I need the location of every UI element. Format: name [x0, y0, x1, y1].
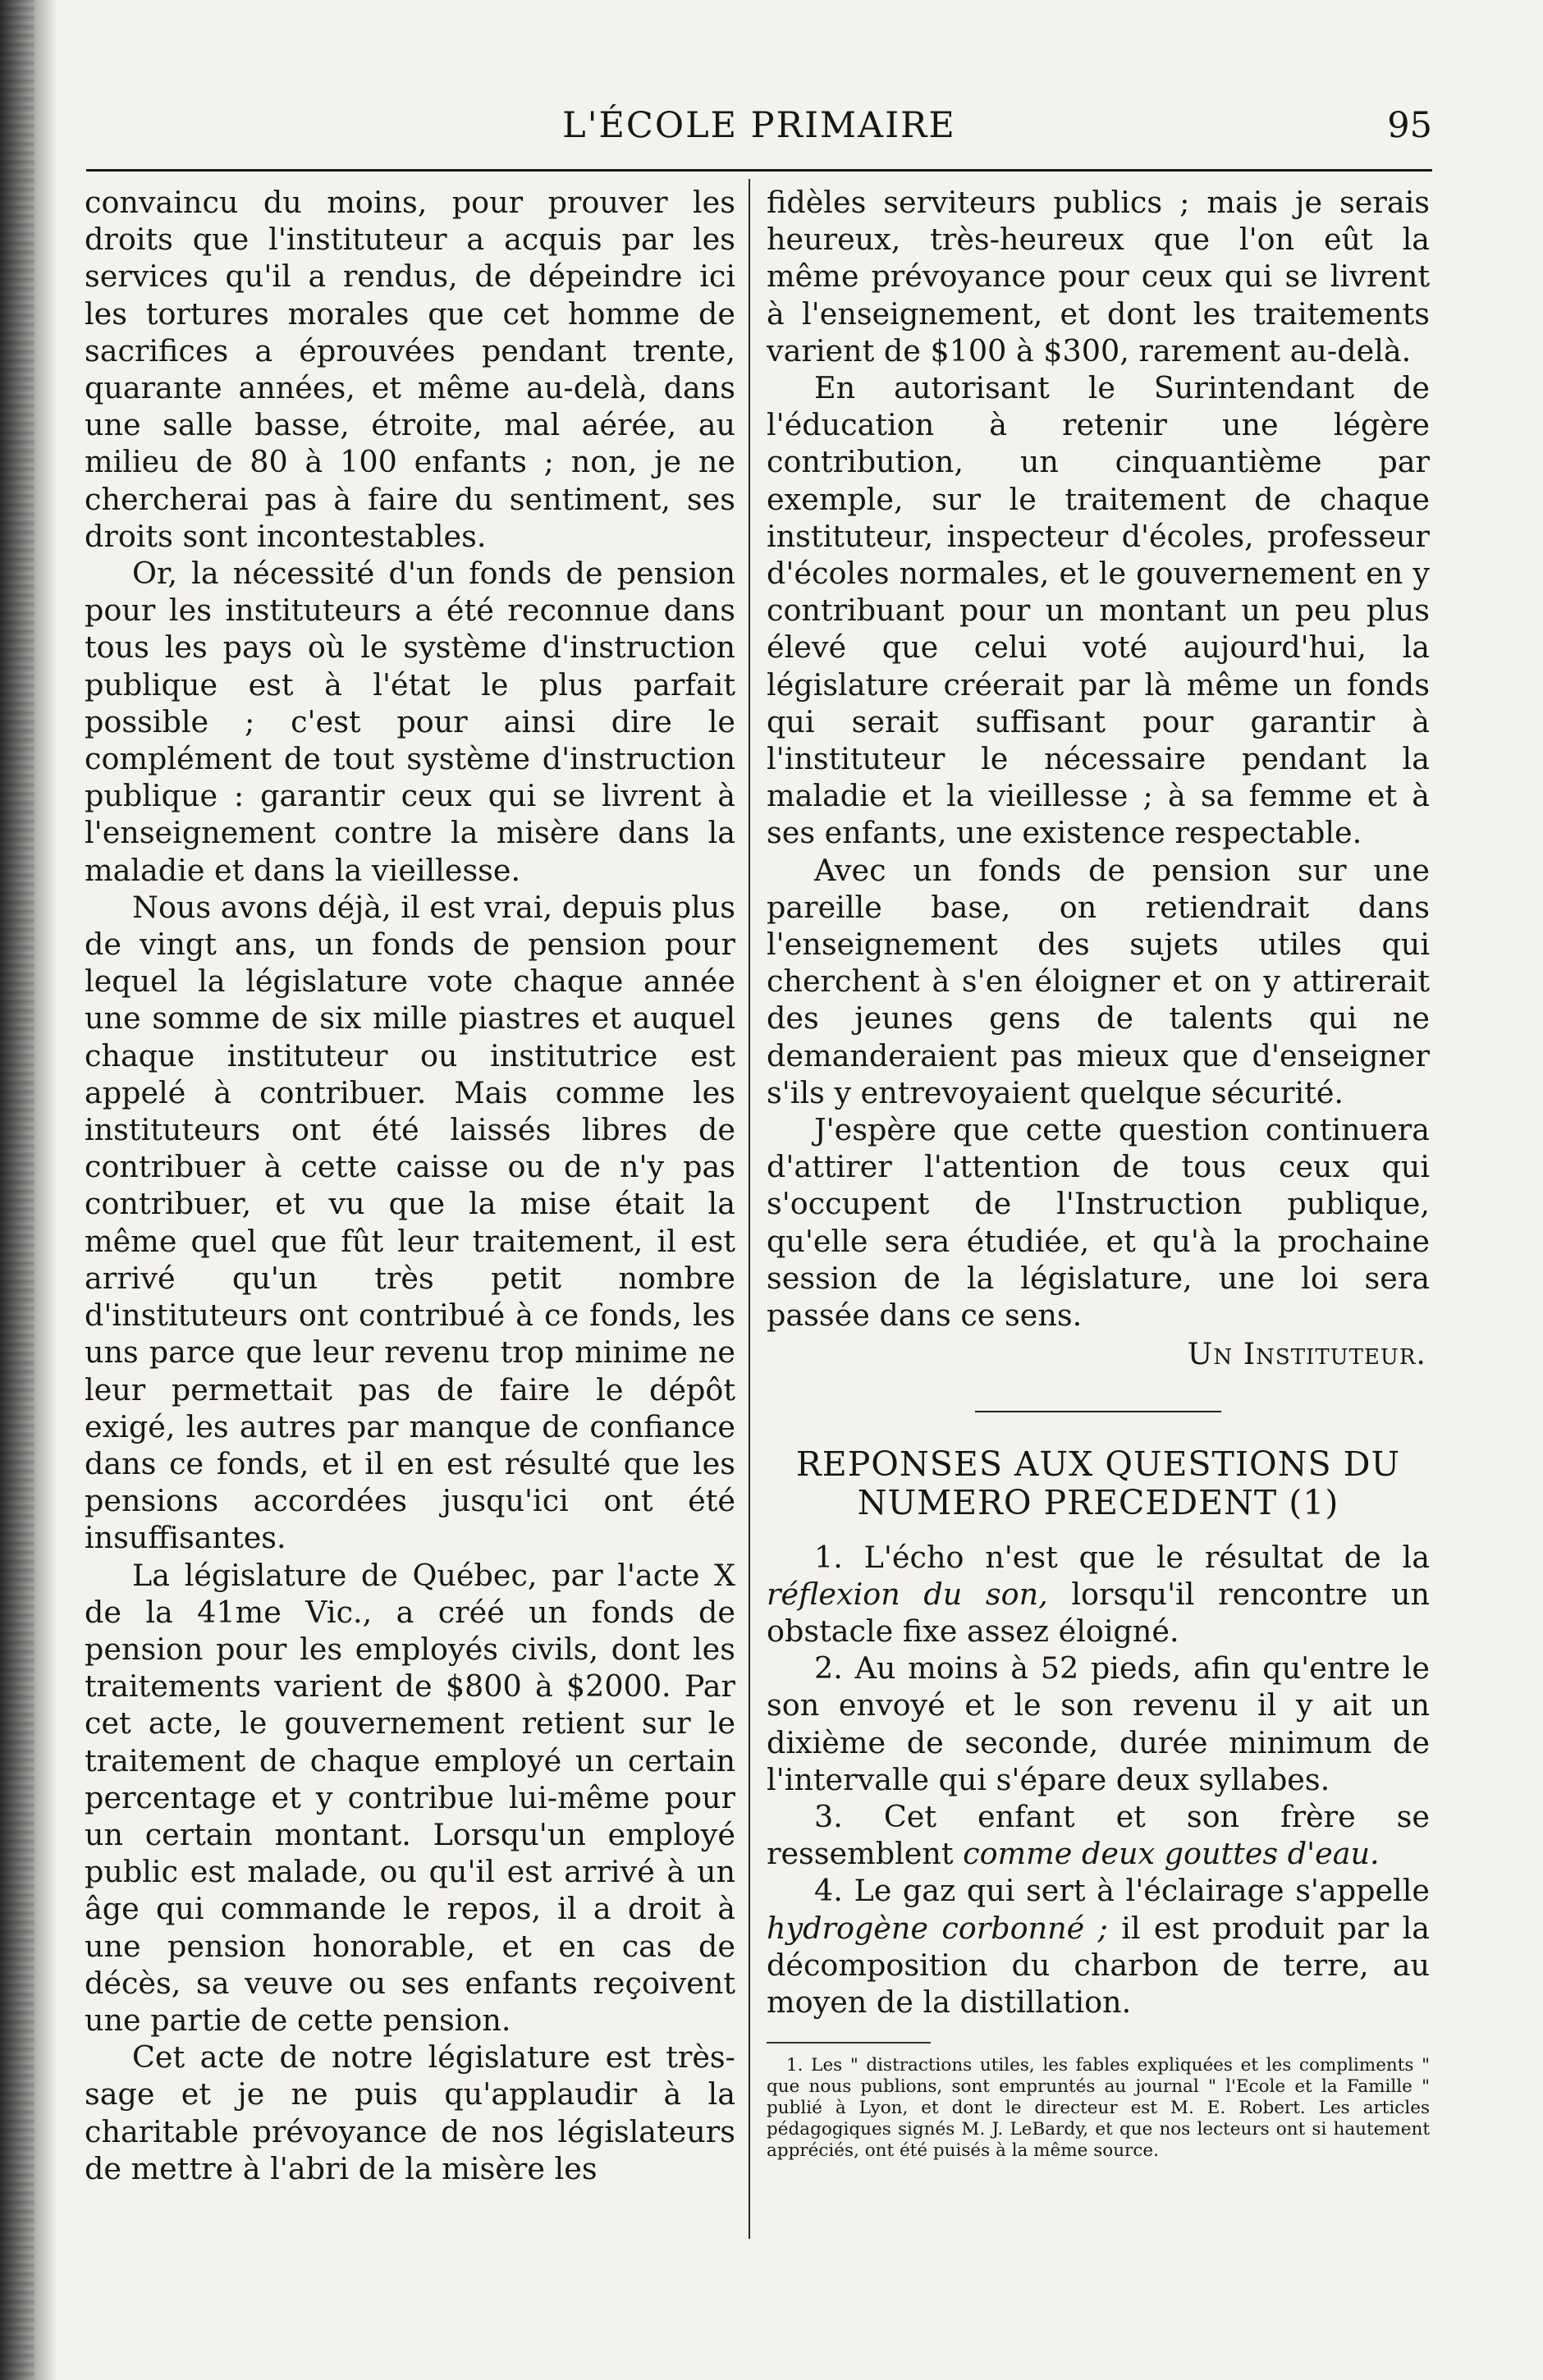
- answer-emphasis: réflexion du son,: [767, 1576, 1048, 1612]
- paragraph: convaincu du moins, pour prouver les droits que l'instituteur a acquis par les services qu'il a rendus, de dépeindre ici les tortures morales que cet homme de sacrifices a éprouvées pendant trente, quarante années, et même au-delà, dans une salle basse, étroite, mal aérée, au milieu de 80 à 100 enfants ; non, je ne chercherai pas à faire du sentiment, ses droits sont incontestables.: [85, 185, 735, 554]
- answer-text: 3. Cet enfant et son frère se ressemblent: [767, 1798, 1430, 1872]
- answer-1: [767, 1539, 1430, 1650]
- answer-emphasis: hydrogène corbonné ;: [767, 1910, 1108, 1946]
- answer-emphasis: comme deux gouttes d'eau.: [963, 1836, 1380, 1872]
- footnote-rule: [767, 2042, 931, 2044]
- column-divider: [749, 179, 750, 2239]
- answer-text: lorsqu'il rencontre un obstacle fixe assez éloigné.: [767, 1576, 1430, 1649]
- page-header: [86, 105, 1432, 162]
- answer-text: 1. L'écho n'est que le résultat de la: [814, 1539, 1430, 1575]
- answer-text: il est produit par la décomposition du charbon de terre, au moyen de la distillation.: [767, 1910, 1431, 2020]
- paragraph: La législature de Québec, par l'acte X de la 41me Vic., a créé un fonds de pension pour les employés civils, dont les traitements varient de $800 à $2000. Par cet acte, le gouvernement retient sur le traitement de chaque employé un certain percentage et y contribue lui-même pour un certain montant. Lorsqu'un employé public est malade, ou qu'il est arrivé à un âge qui commande le repos, il a droit à une pension honorable, et en cas de décès, sa veuve ou ses enfants reçoivent une partie de cette pension.: [85, 1557, 735, 2038]
- answer-4: [767, 1872, 1430, 2021]
- left-column: [85, 184, 735, 2187]
- paragraph: fidèles serviteurs publics ; mais je serais heureux, très-heureux que l'on eût la même prévoyance pour ceux qui se livrent à l'enseignement, et dont les traitements varient de $100 à $300, rarement au-delà.: [767, 185, 1430, 368]
- paragraph: En autorisant le Surintendant de l'éducation à retenir une légère contribution, un cinquantième par exemple, sur le traitement de chaque instituteur, inspecteur d'écoles, professeur d'écoles normales, et le gouvernement en y contribuant pour un montant un peu plus élevé que celui voté aujourd'hui, la législature créerait par là même un fonds qui serait suffisant pour garantir à l'instituteur le nécessaire pendant la maladie et la vieillesse ; à sa femme et à ses enfants, une existence respectable.: [767, 370, 1430, 851]
- section-title-line: NUMERO PRECEDENT (1): [857, 1482, 1339, 1522]
- paragraph: Or, la nécessité d'un fonds de pension pour les instituteurs a été reconnue dans tous les pays où le système d'instruction publique est à l'état le plus parfait possible ; c'est pour ainsi dire le complément de tout système d'instruction publique : garantir ceux qui se livrent à l'enseignement contre la misère dans la maladie et dans la vieillesse.: [85, 556, 735, 888]
- author-signature: Un Instituteur.: [1187, 1336, 1426, 1372]
- answer-2: 2. Au moins à 52 pieds, afin qu'entre le son envoyé et le son revenu il y ait un dixième de seconde, durée minimum de l'intervalle qui s'épare deux syllabes.: [767, 1650, 1430, 1797]
- footnote: [767, 2055, 1430, 2162]
- footnote-text: 1. Les " distractions utiles, les fables expliquées et les compliments " que nous publions, sont empruntés au journal " l'Ecole et la Famille " publié à Lyon, et dont le directeur est M. E. Robert. Les articles pédagogiques signés M. J. LeBardy, et que nos lecteurs ont si hautement appréciés, ont été puisés à la même source.: [767, 2055, 1430, 2162]
- paragraph: Avec un fonds de pension sur une pareille base, on retiendrait dans l'enseignement des sujets utiles qui cherchent à s'en éloigner et on y attirerait des jeunes gens de talents qui ne demanderaient pas mieux que d'enseigner s'ils y entrevoyaient quelque sécurité.: [767, 852, 1430, 1110]
- answer-3: [767, 1798, 1430, 1872]
- page-number: 95: [1387, 105, 1432, 146]
- answer-text: 4. Le gaz qui sert à l'éclairage s'appelle: [814, 1873, 1430, 1909]
- scan-binding-texture: [0, 0, 34, 2380]
- section-title-line: REPONSES AUX QUESTIONS DU: [795, 1444, 1401, 1484]
- header-rule: [86, 169, 1432, 172]
- right-column: [767, 184, 1430, 2162]
- section-separator: [975, 1411, 1221, 1412]
- section-title: [767, 1445, 1430, 1522]
- paragraph: Cet acte de notre législature est très-sage et je ne puis qu'applaudir à la charitable prévoyance de nos législateurs de mettre à l'abri de la misère les: [85, 2039, 735, 2186]
- paragraph: Nous avons déjà, il est vrai, depuis plus de vingt ans, un fonds de pension pour lequel la législature vote chaque année une somme de six mille piastres et auquel chaque instituteur ou institutrice est appelé à contribuer. Mais comme les instituteurs ont été laissés libres de contribuer à cette caisse ou de n'y pas contribuer, et vu que la mise était la même quel que fût leur traitement, il est arrivé qu'un très petit nombre d'instituteurs ont contribué à ce fonds, les uns parce que leur revenu trop minime ne leur permettait pas de faire le dépôt exigé, les autres par manque de confiance dans ce fonds, et il en est résulté que les pensions accordées jusqu'ici ont été insuffisantes.: [85, 889, 735, 1556]
- paragraph: J'espère que cette question continuera d'attirer l'attention de tous ceux qui s'occupent de l'Instruction publique, qu'elle sera étudiée, et qu'à la prochaine session de la législature, une loi sera passée dans ce sens.: [767, 1112, 1430, 1334]
- running-title: L'ÉCOLE PRIMAIRE: [562, 105, 956, 146]
